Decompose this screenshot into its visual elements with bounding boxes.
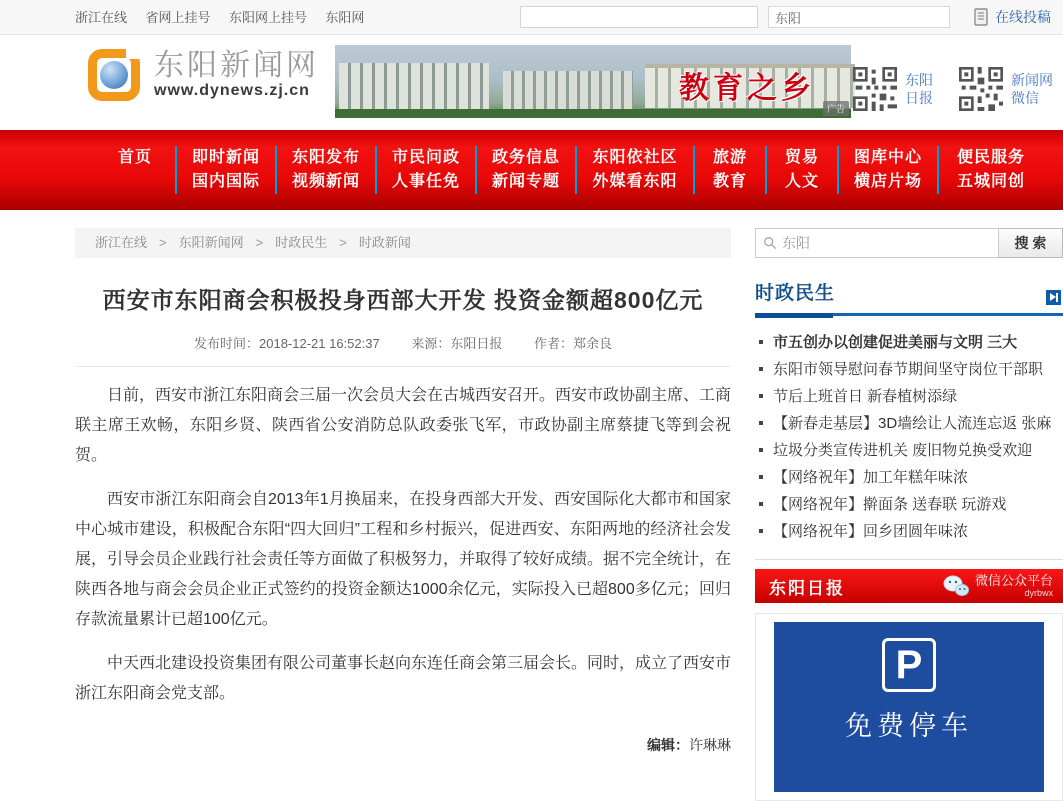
parking-sign-icon: P — [882, 638, 936, 692]
document-icon — [974, 8, 989, 26]
parking-text: 免费停车 — [845, 711, 973, 741]
nav-item-gov-info[interactable]: 政务信息 新闻专题 — [477, 146, 577, 194]
wechat-icon — [943, 575, 969, 597]
article-paragraph: 日前，西安市浙江东阳商会三届一次会员大会在古城西安召开。西安市政协副主席、工商联主席王欢畅，东阳乡贤、陕西省公安消防总队政委张飞军，市政协副主席蔡捷飞等到会祝贺。 — [75, 387, 732, 464]
sidebar-divider — [755, 559, 1063, 560]
header-keyword-input[interactable] — [775, 10, 951, 25]
qr-daily — [853, 67, 933, 111]
qr-wechat — [959, 67, 1053, 111]
logo-icon — [88, 49, 140, 101]
daily-title: 东阳日报 — [769, 578, 845, 598]
editor-label: 编辑： — [647, 737, 689, 753]
qr-code-icon — [959, 67, 1003, 111]
article-paragraph: 西安市浙江东阳商会自2013年1月换届来，在投身西部大开发、西安国际化大都市和国家中心城市建设，积极配合东阳“四大回归”工程和乡村振兴，促进西安、东阳两地的经济社会发展，引导会员企业践行社会责任等方面做了积极努力，并取得了较好成绩。据不完全统计，在陕西各地与商会会员企业正式签约的投资金额达1000余亿元，实际投入已超800多亿元；回归存款流量累计已超100亿元。 — [75, 491, 732, 628]
more-arrow-icon[interactable] — [1046, 290, 1061, 305]
nav-item-trade-culture[interactable]: 贸易 人文 — [767, 146, 839, 194]
sidebar-search-box — [755, 228, 999, 258]
banner-slogan: 教育之乡 — [679, 72, 815, 105]
news-list-item[interactable]: 【网络祝年】回乡团圆年味浓 — [755, 518, 1063, 545]
section-underline — [755, 313, 833, 318]
breadcrumb-item[interactable]: 时政民生 — [275, 235, 328, 250]
top-link-dy-register[interactable]: 东阳网上挂号 — [228, 10, 307, 25]
nav-item-travel-education[interactable]: 旅游 教育 — [695, 146, 767, 194]
banner-hedge — [335, 109, 851, 118]
parking-ad-card[interactable] — [755, 613, 1063, 801]
banner-building — [339, 63, 489, 109]
bullet-icon — [759, 367, 763, 371]
article-source: 来源：东阳日报 — [411, 336, 503, 351]
daily-wechat-bar[interactable] — [755, 569, 1063, 603]
top-bar — [0, 0, 1063, 35]
top-link-province-register[interactable]: 省网上挂号 — [145, 10, 211, 25]
editor-line — [75, 735, 731, 755]
breadcrumb-item[interactable]: 浙江在线 — [95, 235, 148, 250]
top-link-zjol[interactable]: 浙江在线 — [75, 10, 128, 25]
site-name: 东阳新闻网 — [154, 49, 319, 82]
breadcrumb-current: 时政新闻 — [358, 235, 411, 250]
bullet-icon — [759, 475, 763, 479]
banner-building — [503, 71, 633, 109]
article-meta — [75, 333, 731, 352]
article-title: 西安市东阳商会积极投身西部大开发 投资金额超800亿元 — [102, 287, 704, 313]
nav-item-community[interactable]: 东阳依社区 外媒看东阳 — [577, 146, 695, 194]
qr-code-icon — [853, 67, 897, 111]
article-paragraph: 中天西北建设投资集团有限公司董事长赵向东连任商会第三届会长。同时，成立了西安市浙江东阳商会党支部。 — [75, 655, 732, 702]
top-link-dywang[interactable]: 东阳网 — [325, 10, 365, 25]
qr-wechat-label[interactable]: 新闻网 微信 — [1011, 72, 1053, 106]
nav-item-dy-release[interactable]: 东阳发布 视频新闻 — [277, 146, 377, 194]
news-list-item[interactable]: 垃圾分类宣传进机关 废旧物兑换受欢迎 — [755, 437, 1063, 464]
article-column — [75, 210, 731, 755]
editor-name: 许琳琳 — [689, 737, 731, 753]
publish-time: 发布时间：2018-12-21 16:52:37 — [194, 336, 380, 351]
section-title: 时政民生 — [755, 283, 836, 304]
sidebar-search — [755, 228, 1063, 258]
news-list-item[interactable]: 市五创办以创建促进美丽与文明 三大 — [755, 329, 1063, 356]
sidebar — [755, 210, 1063, 801]
search-button[interactable]: 搜 索 — [999, 228, 1063, 258]
nav-item-instant-news[interactable]: 即时新闻 国内国际 — [177, 146, 277, 194]
wechat-platform-label: 微信公众平台 — [974, 573, 1053, 588]
qr-area — [853, 67, 1053, 111]
main-content — [0, 210, 1063, 753]
news-list-item[interactable]: 节后上班首日 新春植树添绿 — [755, 383, 1063, 410]
bullet-icon — [759, 421, 763, 425]
breadcrumb-item[interactable]: 东阳新闻网 — [178, 235, 244, 250]
nav-item-home[interactable]: 首页 — [95, 146, 177, 194]
main-nav — [0, 130, 1063, 210]
site-url: www.dynews.zj.cn — [154, 82, 310, 99]
news-list-item[interactable]: 东阳市领导慰问春节期间坚守岗位干部职 — [755, 356, 1063, 383]
bullet-icon — [759, 502, 763, 506]
sidebar-news-list — [755, 329, 1063, 545]
news-list-item[interactable]: 【网络祝年】加工年糕年味浓 — [755, 464, 1063, 491]
site-logo[interactable] — [88, 49, 319, 101]
wechat-id: dyrbwx — [1024, 588, 1053, 598]
header-banner-ad[interactable] — [335, 45, 851, 118]
breadcrumb: 浙江在线 > 东阳新闻网 > 时政民生 > 时政新闻 — [75, 228, 731, 258]
online-submit-link[interactable]: 在线投稿 — [995, 9, 1051, 25]
sidebar-search-input[interactable] — [782, 235, 991, 251]
nav-item-services[interactable]: 便民服务 五城同创 — [956, 149, 1025, 190]
article-body — [75, 381, 731, 709]
news-list-item[interactable]: 【新春走基层】3D墙绘让人流连忘返 张麻 — [755, 410, 1063, 437]
sidebar-section-header — [755, 278, 1063, 316]
top-bar-right — [520, 6, 1051, 28]
nav-item-citizen-politics[interactable]: 市民问政 人事任免 — [377, 146, 477, 194]
parking-ad — [774, 622, 1044, 792]
ad-tag: 广告 — [823, 101, 849, 116]
bullet-icon — [759, 448, 763, 452]
nav-item-gallery[interactable]: 图库中心 横店片场 — [839, 146, 939, 194]
header-search-input[interactable] — [520, 6, 758, 28]
qr-daily-label[interactable]: 东阳 日报 — [905, 72, 933, 106]
bullet-icon — [759, 394, 763, 398]
search-icon — [763, 236, 777, 250]
news-list-item[interactable]: 【网络祝年】擀面条 送春联 玩游戏 — [755, 491, 1063, 518]
bullet-icon — [759, 340, 763, 344]
meta-divider — [75, 366, 731, 367]
bullet-icon — [759, 529, 763, 533]
logo-text — [154, 50, 319, 100]
top-links — [75, 7, 378, 27]
article-author: 作者：郑余良 — [533, 336, 612, 351]
header-keyword-box — [768, 6, 950, 28]
online-submit — [974, 7, 1051, 27]
site-header — [0, 35, 1063, 130]
